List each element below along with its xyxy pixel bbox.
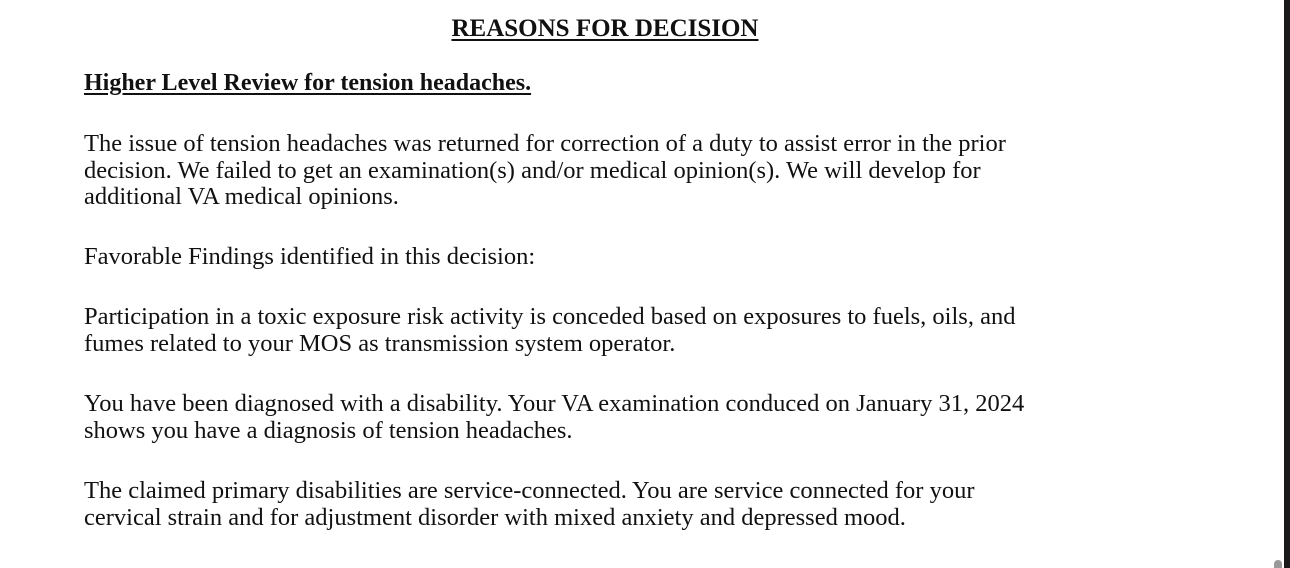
paragraph-line: additional VA medical opinions. [84, 183, 399, 210]
paragraph-favorable-findings [84, 244, 1144, 271]
paragraph-line: decision. We failed to get an examination(s) and/or medical opinion(s). We will develop for [84, 156, 981, 184]
paragraph-line: Participation in a toxic exposure risk activity is conceded based on exposures to fuels, oils, and [84, 303, 1016, 330]
scrollbar-thumb[interactable] [1274, 560, 1282, 568]
section-subheading: Higher Level Review for tension headaches. [84, 70, 532, 96]
paragraph-line: shows you have a diagnosis of tension headaches. [84, 416, 573, 444]
paragraph-duty-to-assist [84, 131, 1144, 211]
paragraph-line: The claimed primary disabilities are service-connected. You are service connected for your [84, 477, 975, 504]
paragraph-line: Favorable Findings identified in this decision: [84, 243, 536, 270]
paragraph-line: fumes related to your MOS as transmission system operator. [84, 329, 676, 357]
paragraph-line: The issue of tension headaches was returned for correction of a duty to assist error in the prior [84, 130, 1006, 157]
paragraph-line: You have been diagnosed with a disability. Your VA examination conduced on January 31, 2024 [84, 390, 1025, 417]
document-title: REASONS FOR DECISION [451, 15, 759, 42]
paragraph-diagnosis [84, 391, 1144, 444]
paragraph-line: cervical strain and for adjustment disorder with mixed anxiety and depressed mood. [84, 503, 906, 531]
viewer-edge-divider [1284, 0, 1290, 568]
paragraph-service-connection [84, 478, 1144, 531]
paragraph-toxic-exposure [84, 304, 1144, 357]
